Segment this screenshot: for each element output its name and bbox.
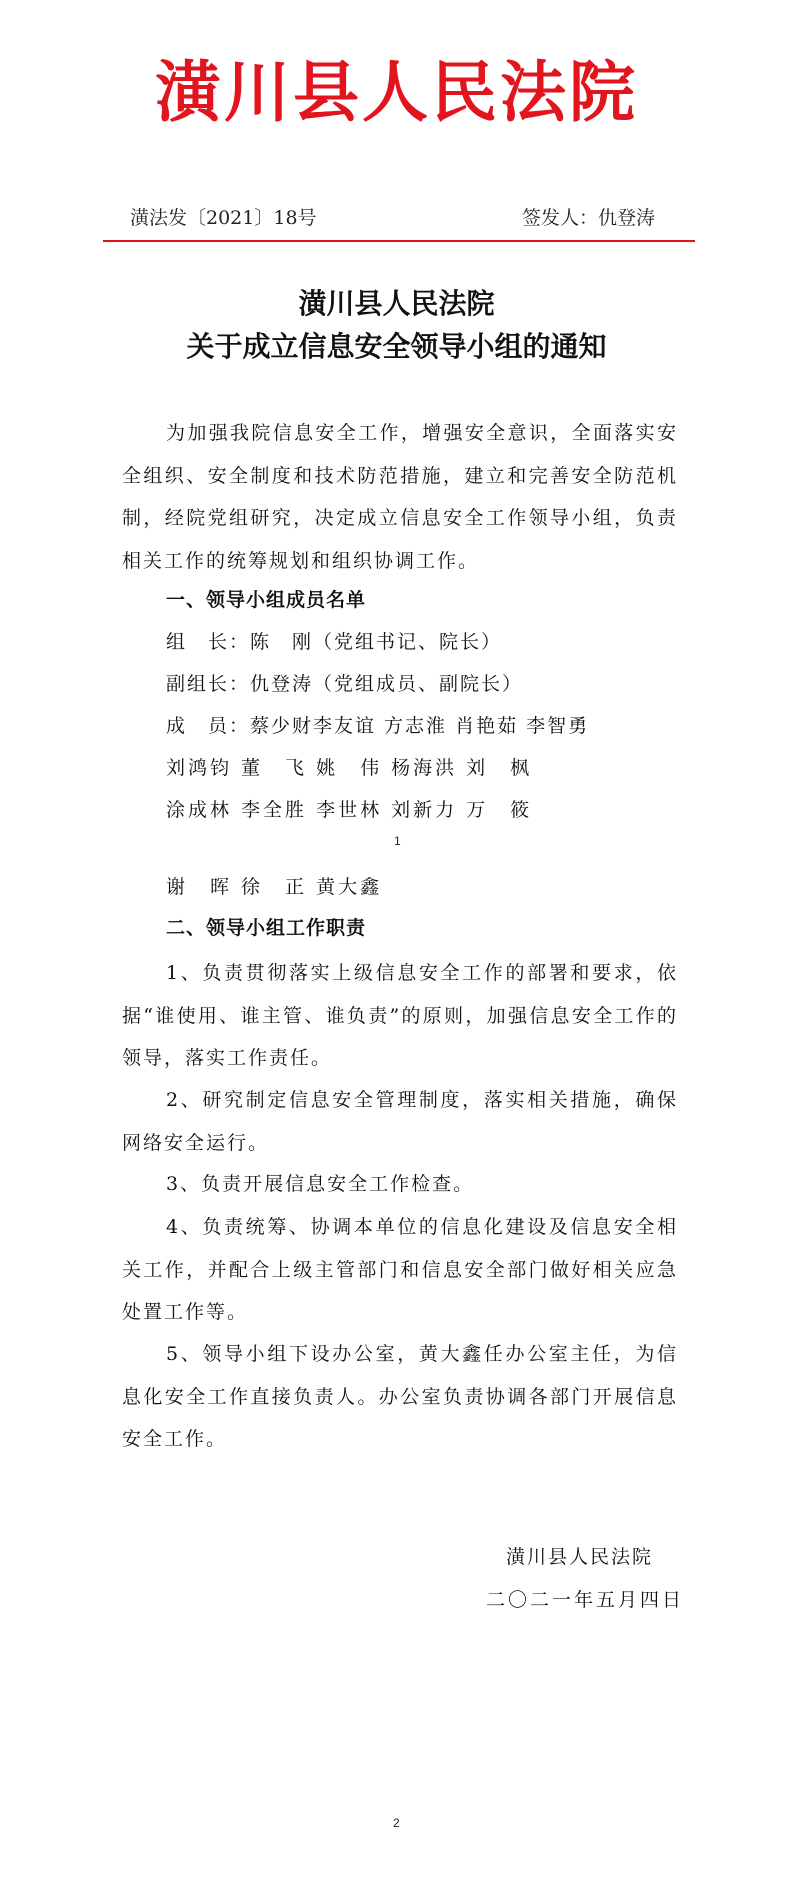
members-line-4: 谢 晖 徐 正 黄大鑫 [166,876,383,898]
page-number-2: 2 [393,1816,400,1830]
document-number: 潢法发〔2021〕18号 [130,207,317,229]
member-deputy: 副组长：仇登涛（党组成员、副院长） [166,673,524,695]
members-line-3: 涂成林 李全胜 李世林 刘新力 万 筱 [166,799,533,821]
section1-heading: 一、领导小组成员名单 [166,589,367,611]
duty-item-3: 3、负责开展信息安全工作检查。 [166,1173,475,1195]
signature-date: 二〇二一年五月四日 [486,1589,685,1611]
red-divider-line [103,240,695,242]
letterhead-org-name: 潢川县人民法院 [155,53,638,131]
signature-org: 潢川县人民法院 [506,1546,654,1568]
title-line-2: 关于成立信息安全领导小组的通知 [186,330,607,363]
members-line-2: 刘鸿钧 董 飞 姚 伟 杨海洪 刘 枫 [166,757,533,779]
member-leader: 组 长：陈 刚（党组书记、院长） [166,631,503,653]
title-line-1: 潢川县人民法院 [298,287,495,320]
page-number-1: 1 [394,834,401,848]
duty-item-5: 5、领导小组下设办公室，黄大鑫任办公室主任，为信息化安全工作直接负责人。办公室负责协调各部门开展信息安全工作。 [122,1343,678,1451]
section2-heading: 二、领导小组工作职责 [166,917,367,939]
members-line-1: 成 员：蔡少财李友谊 方志淮 肖艳茹 李智勇 [166,715,590,737]
duty-item-2: 2、研究制定信息安全管理制度，落实相关措施，确保网络安全运行。 [122,1089,678,1154]
signer: 签发人：仇登涛 [522,207,656,229]
intro-paragraph: 为加强我院信息安全工作，增强安全意识，全面落实安全组织、安全制度和技术防范措施，建立和完善安全防范机制，经院党组研究，决定成立信息安全工作领导小组，负责相关工作的统筹规划和组织协调工作。 [122,422,678,573]
duty-item-4: 4、负责统筹、协调本单位的信息化建设及信息安全相关工作，并配合上级主管部门和信息安全部门做好相关应急处置工作等。 [122,1216,678,1324]
duty-item-1: 1、负责贯彻落实上级信息安全工作的部署和要求，依据“谁使用、谁主管、谁负责”的原则，加强信息安全工作的领导，落实工作责任。 [122,962,678,1070]
